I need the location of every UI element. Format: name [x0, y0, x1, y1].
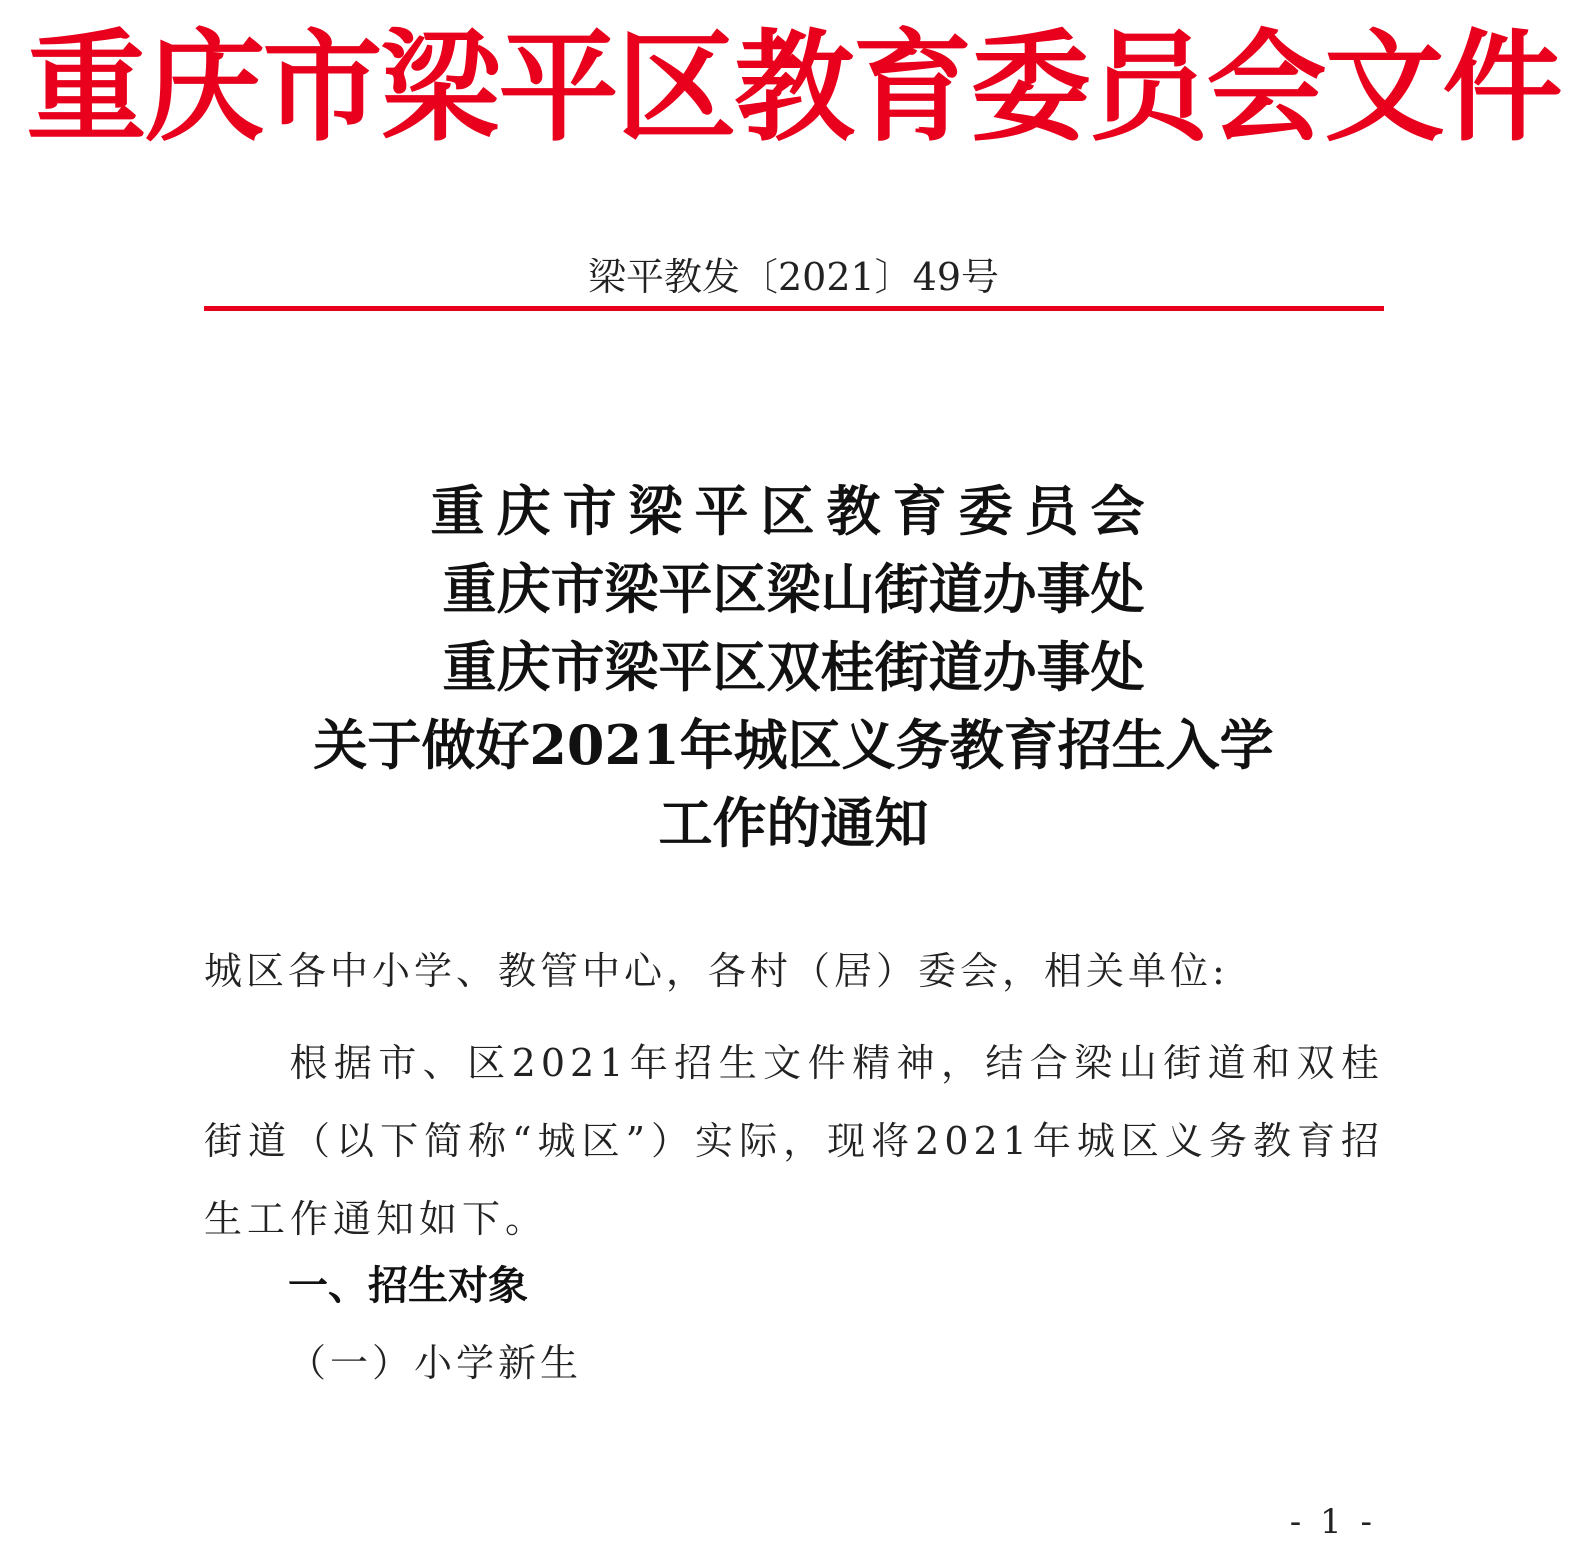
body-paragraph: [204, 1024, 1384, 1258]
issuer-title: 重庆市梁平区教育委员会文件: [26, 17, 1561, 158]
title-line-3: 重庆市梁平区双桂街道办事处: [442, 635, 1145, 699]
page-number: - 1 -: [1289, 1502, 1376, 1542]
red-divider-line: [204, 306, 1384, 311]
notice-title: [0, 472, 1587, 862]
title-line-4: 关于做好2021年城区义务教育招生入学: [313, 713, 1274, 777]
title-line-5: 工作的通知: [658, 791, 929, 855]
document-number: 梁平教发〔2021〕49号: [587, 255, 1000, 299]
title-line-2: 重庆市梁平区梁山街道办事处: [442, 557, 1145, 621]
body-paragraph-text: 根据市、区2021年招生文件精神，结合梁山街道和双桂街道（以下简称“城区”）实际，现将2021年城区义务教育招生工作通知如下。: [204, 1041, 1384, 1241]
section-heading-1: 一、招生对象: [288, 1262, 528, 1309]
subsection-heading-1: （一）小学新生: [288, 1341, 583, 1385]
salutation: 城区各中小学、教管中心，各村（居）委会，相关单位:: [204, 949, 1229, 993]
title-line-1: 重庆市梁平区教育委员会: [430, 479, 1157, 543]
